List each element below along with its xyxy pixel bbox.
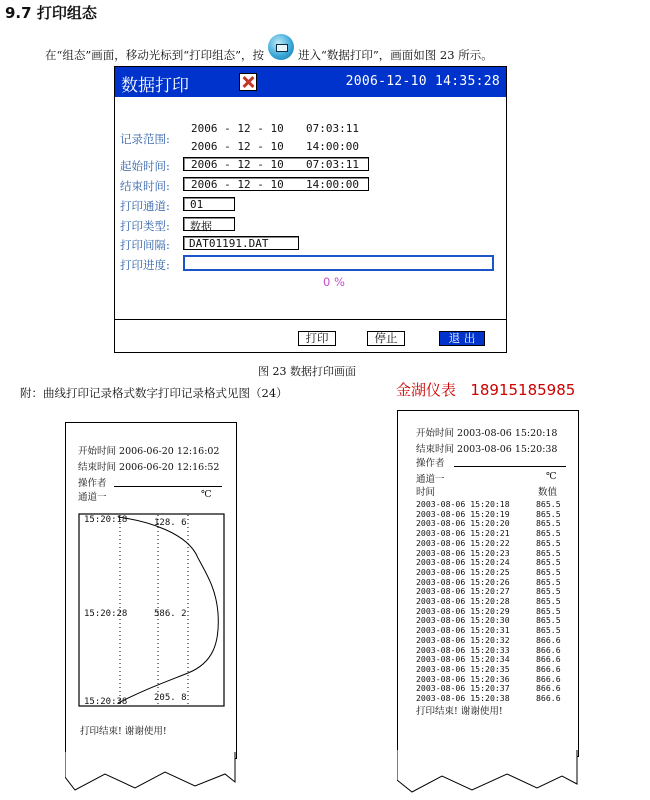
record-range-time-2: 14:00:00: [306, 140, 359, 153]
print-interval-value: DAT01191.DAT: [189, 237, 269, 250]
digital-row-time: 2003-08-06 15:20:26: [416, 576, 510, 587]
screen-title: 数据打印: [121, 76, 189, 96]
section-heading: [5, 2, 97, 23]
digital-col-time: 时间: [416, 487, 436, 498]
digital-row-value: 865.5: [536, 547, 561, 558]
digital-col-value: 数值: [538, 487, 558, 498]
digital-row-time: 2003-08-06 15:20:24: [416, 557, 510, 568]
print-button[interactable]: 打印: [298, 331, 336, 346]
record-range-date-1: 2006 - 12 - 10: [191, 122, 284, 135]
digital-channel: 通道一: [416, 474, 445, 485]
digital-unit: ℃: [546, 471, 557, 482]
digital-row-value: 865.5: [536, 566, 561, 577]
digital-row-value: 865.5: [536, 586, 561, 597]
digital-row-value: 866.6: [536, 673, 561, 684]
end-date-value: 2006 - 12 - 10: [191, 178, 284, 191]
start-time-value: 07:03:11: [306, 158, 359, 171]
digital-row-time: 2003-08-06 15:20:22: [416, 537, 510, 548]
intro-text-after: 进入“数据打印”，画面如图 23 所示。: [298, 48, 493, 62]
digital-row-time: 2003-08-06 15:20:32: [416, 634, 510, 645]
digital-row-time: 2003-08-06 15:20:27: [416, 586, 510, 597]
screen-divider: [115, 319, 506, 320]
brand-name: 金湖仪表: [396, 381, 457, 399]
curve-footer: 打印结束! 谢谢使用!: [80, 726, 167, 737]
digital-row-value: 865.5: [536, 625, 561, 636]
digital-operator: 操作者: [416, 458, 445, 469]
brand-phone: 18915185985: [470, 381, 576, 399]
curve-value-2: 586. 2: [154, 609, 187, 619]
record-range-time-1: 07:03:11: [306, 122, 359, 135]
digital-row-value: 865.5: [536, 605, 561, 616]
print-interval-label: 打印间隔:: [120, 238, 170, 252]
digital-row-time: 2003-08-06 15:20:36: [416, 673, 510, 684]
start-time-label: 起始时间:: [120, 159, 170, 173]
start-time-field[interactable]: [183, 157, 369, 171]
print-type-label: 打印类型:: [120, 219, 170, 233]
stop-button[interactable]: 停止: [367, 331, 405, 346]
digital-row-time: 2003-08-06 15:20:18: [416, 499, 510, 509]
screen-status-icon: [239, 73, 257, 91]
digital-row-value: 866.6: [536, 683, 561, 694]
digital-row-time: 2003-08-06 15:20:38: [416, 693, 510, 703]
digital-row-value: 865.5: [536, 499, 561, 509]
print-type-field[interactable]: [183, 217, 235, 231]
channel-label: 打印通道:: [120, 199, 170, 213]
screen-datetime: 2006-12-10 14:35:28: [345, 74, 500, 89]
digital-row-value: 866.6: [536, 663, 561, 674]
digital-row-time: 2003-08-06 15:20:37: [416, 683, 510, 694]
exit-button[interactable]: 退 出: [439, 331, 485, 346]
curve-print-receipt: [65, 422, 237, 759]
digital-row-value: 865.5: [536, 537, 561, 548]
print-progress-percent: 0 %: [323, 275, 345, 289]
section-title: 打印组态: [36, 4, 97, 22]
digital-row-time: 2003-08-06 15:20:34: [416, 654, 510, 665]
end-time-label: 结束时间:: [120, 179, 170, 193]
digital-row-time: 2003-08-06 15:20:28: [416, 596, 510, 606]
curve-value-1: 128. 6: [154, 518, 187, 528]
digital-row-time: 2003-08-06 15:20:23: [416, 547, 510, 558]
digital-row-value: 865.5: [536, 508, 561, 519]
channel-value: 01: [190, 198, 204, 211]
digital-print-receipt: [397, 410, 579, 757]
brand-label: [396, 379, 575, 400]
curve-channel: 通道一: [78, 492, 107, 503]
digital-row-time: 2003-08-06 15:20:30: [416, 615, 510, 626]
print-type-value: 数据: [190, 220, 212, 233]
digital-row-value: 866.6: [536, 634, 561, 645]
digital-footer: 打印结束! 谢谢使用!: [416, 706, 503, 717]
curve-unit: ℃: [201, 489, 212, 500]
intro-text-before: 在“组态”画面，移动光标到“打印组态”，按: [45, 48, 265, 62]
channel-field[interactable]: [183, 197, 235, 211]
digital-row-time: 2003-08-06 15:20:33: [416, 644, 510, 655]
digital-row-time: 2003-08-06 15:20:19: [416, 508, 510, 519]
digital-start-time: 开始时间 2003-08-06 15:20:18: [416, 428, 558, 439]
print-progress-bar: [183, 255, 494, 271]
digital-row-time: 2003-08-06 15:20:25: [416, 566, 510, 577]
digital-row-value: 866.6: [536, 644, 561, 655]
figure-caption: 图 23 数据打印画面: [258, 365, 356, 378]
digital-row-value: 866.6: [536, 654, 561, 665]
screen-titlebar: [115, 67, 506, 97]
digital-row-value: 865.5: [536, 615, 561, 626]
print-interval-field[interactable]: [183, 236, 299, 250]
appendix-note: 附：曲线打印记录格式数字打印记录格式见图（24）: [20, 386, 288, 400]
section-number: 9.7: [5, 4, 32, 22]
start-date-value: 2006 - 12 - 10: [191, 158, 284, 171]
curve-value-3: 205. 8: [154, 693, 187, 703]
curve-operator-line: [114, 486, 222, 487]
digital-end-time: 结束时间 2003-08-06 15:20:38: [416, 444, 558, 455]
curve-time-3: 15:20:38: [84, 697, 128, 707]
curve-time-2: 15:20:28: [84, 609, 128, 619]
curve-receipt-torn-edge: [65, 752, 237, 792]
digital-row-value: 866.6: [536, 693, 561, 703]
digital-operator-line: [454, 466, 566, 467]
record-range-date-2: 2006 - 12 - 10: [191, 140, 284, 153]
digital-row-time: 2003-08-06 15:20:31: [416, 625, 510, 636]
curve-time-1: 15:20:18: [84, 515, 128, 525]
curve-end-time: 结束时间 2006-06-20 12:16:52: [78, 462, 220, 473]
record-range-label: 记录范围:: [120, 132, 170, 146]
digital-receipt-torn-edge: [397, 750, 579, 795]
end-time-field[interactable]: [183, 177, 369, 191]
digital-row-value: 865.5: [536, 518, 561, 529]
curve-operator: 操作者: [78, 478, 107, 489]
digital-row-time: 2003-08-06 15:20:20: [416, 518, 510, 529]
print-key-icon: [268, 34, 294, 60]
digital-row-time: 2003-08-06 15:20:21: [416, 528, 510, 539]
digital-row-value: 865.5: [536, 576, 561, 587]
data-print-screen: [114, 66, 507, 353]
digital-row-value: 865.5: [536, 528, 561, 539]
curve-start-time: 开始时间 2006-06-20 12:16:02: [78, 446, 220, 457]
digital-row-time: 2003-08-06 15:20:35: [416, 663, 510, 674]
digital-row-value: 865.5: [536, 557, 561, 568]
print-progress-label: 打印进度:: [120, 258, 170, 272]
end-time-value: 14:00:00: [306, 178, 359, 191]
digital-row-time: 2003-08-06 15:20:29: [416, 605, 510, 616]
intro-paragraph: [45, 42, 493, 68]
digital-row-value: 865.5: [536, 596, 561, 606]
